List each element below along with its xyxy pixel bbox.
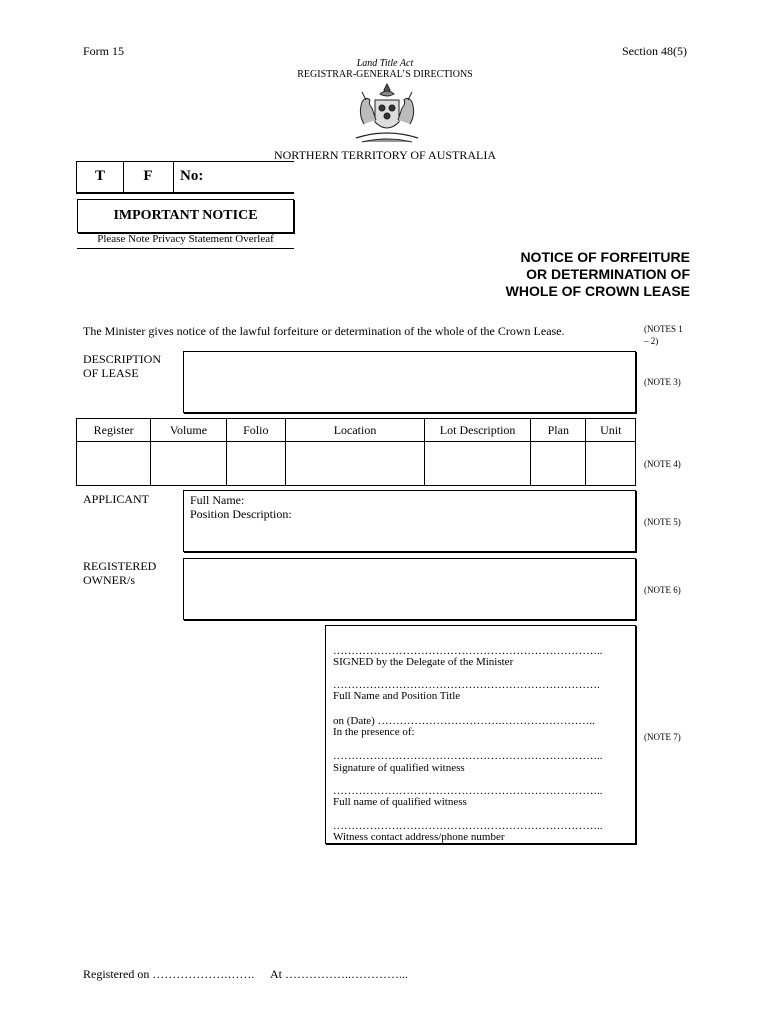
column-header-lot-description: Lot Description bbox=[425, 419, 531, 442]
lot-description-cell[interactable] bbox=[425, 442, 531, 486]
in-presence-label: In the presence of: bbox=[333, 726, 415, 738]
witness-contact-label: Witness contact address/phone number bbox=[333, 831, 505, 843]
t-label: T bbox=[94, 168, 105, 184]
note-5: (NOTE 5) bbox=[644, 517, 681, 527]
directions-heading: REGISTRAR-GENERAL’S DIRECTIONS bbox=[297, 69, 473, 80]
privacy-underline bbox=[77, 248, 294, 249]
tf-divider bbox=[173, 162, 174, 193]
position-description-label: Position Description: bbox=[190, 507, 292, 521]
important-notice-title: IMPORTANT NOTICE bbox=[113, 208, 258, 223]
note-4: (NOTE 4) bbox=[644, 459, 681, 469]
signed-by-delegate-label: SIGNED by the Delegate of the Minister bbox=[333, 656, 514, 668]
privacy-statement: Please Note Privacy Statement Overleaf bbox=[97, 233, 274, 245]
name-dotted-line[interactable]: ………………………………………………………………. bbox=[333, 679, 600, 691]
title-line-3: WHOLE OF CROWN LEASE bbox=[505, 283, 690, 299]
table-row bbox=[77, 442, 636, 486]
column-header-location: Location bbox=[285, 419, 424, 442]
column-header-volume: Volume bbox=[151, 419, 226, 442]
intro-statement: The Minister gives notice of the lawful forfeiture or determination of the whole of the Crown Lease. bbox=[83, 324, 565, 338]
registered-owner-field[interactable] bbox=[183, 558, 636, 620]
note-1-2-line-2: – 2) bbox=[644, 336, 659, 346]
jurisdiction-heading: NORTHERN TERRITORY OF AUSTRALIA bbox=[273, 148, 497, 162]
full-name-label: Full Name: bbox=[190, 493, 245, 507]
witness-contact-dotted-line[interactable]: ……………………………………………………………….. bbox=[333, 820, 603, 832]
witness-signature-dotted-line[interactable]: ……………………………………………………………….. bbox=[333, 750, 603, 762]
column-header-plan: Plan bbox=[531, 419, 586, 442]
note-6: (NOTE 6) bbox=[644, 585, 681, 595]
volume-cell[interactable] bbox=[151, 442, 226, 486]
unit-cell[interactable] bbox=[586, 442, 636, 486]
description-label: DESCRIPTION OF LEASE bbox=[83, 352, 162, 380]
title-line-2: OR DETERMINATION OF bbox=[526, 266, 690, 282]
registered-at-field[interactable]: At ……………..…………... bbox=[270, 967, 408, 981]
important-notice-box bbox=[77, 199, 294, 233]
full-name-position-label: Full Name and Position Title bbox=[333, 690, 461, 702]
witness-name-dotted-line[interactable]: ……………………………………………………………….. bbox=[333, 785, 603, 797]
signature-block bbox=[325, 625, 636, 844]
act-name: Land Title Act bbox=[356, 58, 414, 69]
table-header-row bbox=[77, 419, 636, 442]
note-1-2-line-1: (NOTES 1 bbox=[644, 324, 683, 334]
plan-cell[interactable] bbox=[531, 442, 586, 486]
f-label: F bbox=[143, 168, 153, 184]
column-header-unit: Unit bbox=[586, 419, 636, 442]
folio-cell[interactable] bbox=[226, 442, 285, 486]
registered-on-field[interactable]: Registered on ……………….……. bbox=[83, 967, 255, 981]
document-title bbox=[506, 249, 690, 300]
registered-owner-label: REGISTERED OWNER/s bbox=[83, 559, 157, 587]
note-3: (NOTE 3) bbox=[644, 377, 681, 387]
signature-dotted-line[interactable]: ……………………………………………………………….. bbox=[333, 645, 603, 657]
section-reference: Section 48(5) bbox=[622, 44, 687, 58]
applicant-field[interactable] bbox=[183, 490, 636, 552]
description-of-lease-field[interactable] bbox=[183, 351, 636, 413]
title-number-box bbox=[76, 161, 294, 194]
form-number: Form 15 bbox=[83, 44, 125, 58]
location-cell[interactable] bbox=[285, 442, 424, 486]
lease-details-table bbox=[76, 418, 636, 486]
witness-signature-label: Signature of qualified witness bbox=[333, 762, 465, 774]
column-header-register: Register bbox=[77, 419, 151, 442]
number-label: No: bbox=[180, 168, 204, 184]
applicant-label: APPLICANT bbox=[83, 492, 150, 506]
register-cell[interactable] bbox=[77, 442, 151, 486]
column-header-folio: Folio bbox=[226, 419, 285, 442]
title-line-1: NOTICE OF FORFEITURE bbox=[520, 249, 690, 265]
witness-name-label: Full name of qualified witness bbox=[333, 796, 467, 808]
note-7: (NOTE 7) bbox=[644, 732, 681, 742]
date-field[interactable]: on (Date) …………………………….…………………….. bbox=[333, 715, 595, 727]
coat-of-arms-emblem bbox=[342, 80, 432, 148]
